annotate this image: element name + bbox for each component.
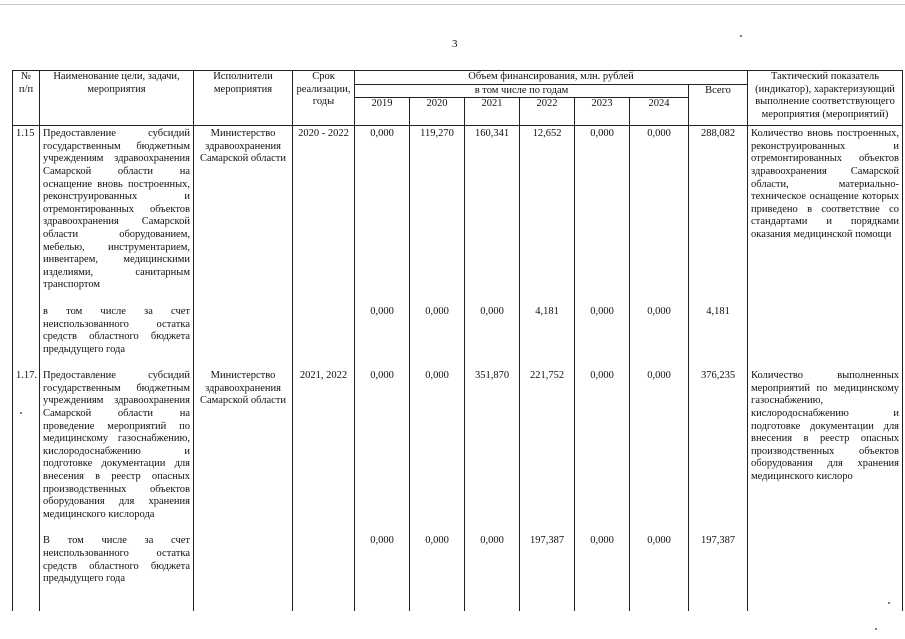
row-executor: Министерство здравоохранения Самарской области [194,356,293,521]
row-value: 0,000 [410,356,465,521]
row-total: 197,387 [689,521,748,611]
row-num [13,292,40,356]
scan-speck [20,412,22,414]
row-value: 0,000 [575,126,630,292]
row-value: 0,000 [575,292,630,356]
row-value: 0,000 [630,126,689,292]
page-number: 3 [452,38,458,50]
header-name: Наименование цели, задачи, мероприятия [40,71,194,126]
row-executor [194,521,293,611]
row-value: 0,000 [355,126,410,292]
row-value: 0,000 [630,356,689,521]
row-value: 12,652 [520,126,575,292]
row-value: 0,000 [630,292,689,356]
row-name: В том числе за счет неиспользованного остатка средств областного бюджета предыдущего года [40,521,194,611]
row-indicator: Количество выполненных мероприятий по медицинскому газоснабжению, кислородоснабжению и подготовке документации для внесения в реестр опасных производственных объектов оборудования для хранения медицинского кислоро [748,356,903,521]
header-year: 2022 [520,98,575,126]
row-total: 288,082 [689,126,748,292]
row-value: 0,000 [410,292,465,356]
row-value: 197,387 [520,521,575,611]
header-year: 2020 [410,98,465,126]
header-by-years: в том числе по годам [355,84,689,98]
scan-speck [875,628,877,630]
row-indicator: Количество вновь построенных, реконструированных и отремонтированных объектов здравоохранения Самарской области, материально-техническое оснащение которых приведено в соответствие со стандартами и порядками оказания медицинской помощи [748,126,903,292]
row-term: 2021, 2022 [293,356,355,521]
header-num: № п/п [13,71,40,126]
table-row [13,356,903,521]
header-indicator: Тактический показатель (индикатор), характеризующий выполнение соответствующего мероприятия (мероприятий) [748,71,903,126]
row-term: 2020 - 2022 [293,126,355,292]
row-value: 0,000 [355,292,410,356]
row-value: 0,000 [465,521,520,611]
row-executor [194,292,293,356]
funding-table [12,70,903,612]
table-row [13,292,903,356]
row-num [13,521,40,611]
row-value: 0,000 [355,521,410,611]
row-indicator [748,521,903,611]
header-total: Всего [689,84,748,126]
header-executors: Исполнители мероприятия [194,71,293,126]
row-name: Предоставление субсидий государственным бюджетным учреждениям здравоохранения Самарской области на оснащение вновь построенных, реконструированных и отремонтированных объектов здравоохранения Самарской области оборудованием, мебелью, инструментарием, инвентарем, медицинскими изделиями, санитарным транспортом [40,126,194,292]
row-value: 351,870 [465,356,520,521]
header-year: 2019 [355,98,410,126]
row-num: 1.17. [13,356,40,521]
scan-speck [888,602,890,604]
row-indicator [748,292,903,356]
row-value: 160,341 [465,126,520,292]
row-value: 0,000 [575,521,630,611]
header-funding: Объем финансирования, млн. рублей [355,71,748,85]
row-total: 4,181 [689,292,748,356]
row-name: в том числе за счет неиспользованного остатка средств областного бюджета предыдущего года [40,292,194,356]
row-value: 0,000 [465,292,520,356]
row-executor: Министерство здравоохранения Самарской области [194,126,293,292]
row-value: 0,000 [575,356,630,521]
row-value: 0,000 [630,521,689,611]
row-term [293,521,355,611]
row-num: 1.15 [13,126,40,292]
header-year: 2023 [575,98,630,126]
table-row [13,521,903,611]
header-term: Срок реализации, годы [293,71,355,126]
row-value: 4,181 [520,292,575,356]
table-row [13,126,903,292]
row-value: 0,000 [410,521,465,611]
row-total: 376,235 [689,356,748,521]
header-year: 2024 [630,98,689,126]
row-term [293,292,355,356]
row-name: Предоставление субсидий государственным бюджетным учреждениям здравоохранения Самарской области на проведение мероприятий по медицинскому газоснабжению, кислородоснабжению и подготовке документации для внесения в реестр опасных производственных объектов оборудования для хранения медицинского кислорода [40,356,194,521]
row-value: 221,752 [520,356,575,521]
scan-speck [740,35,742,37]
row-value: 119,270 [410,126,465,292]
row-value: 0,000 [355,356,410,521]
header-year: 2021 [465,98,520,126]
scan-edge-line [0,4,905,5]
